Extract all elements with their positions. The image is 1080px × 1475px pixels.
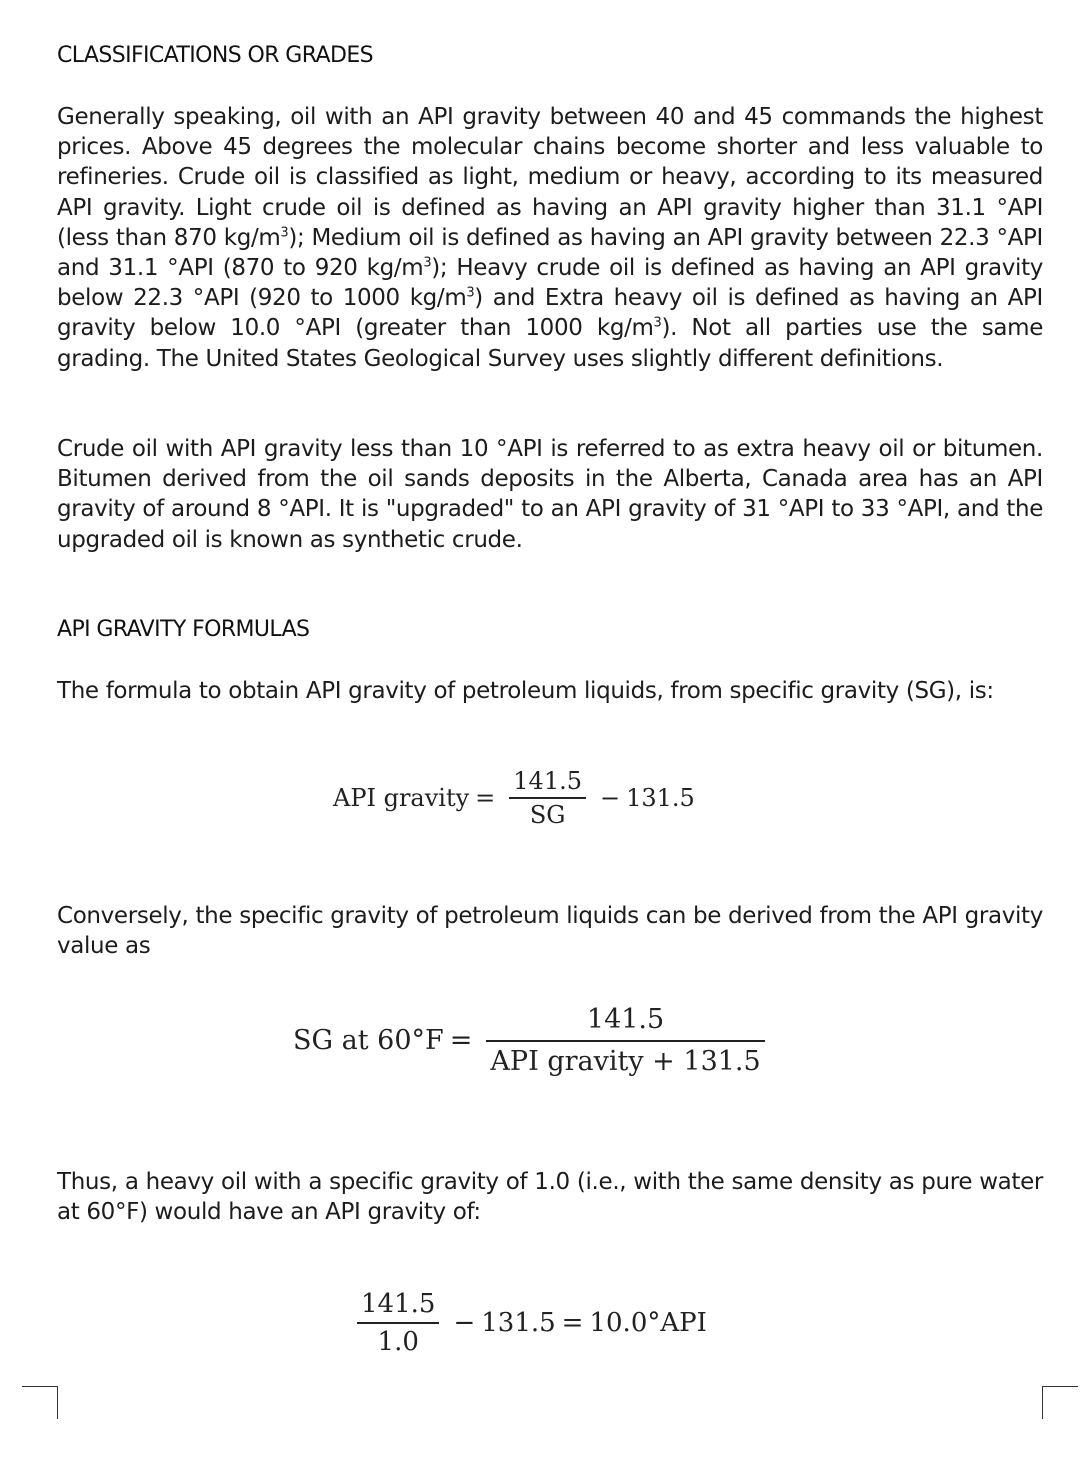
formula1-lhs: API gravity (333, 783, 470, 812)
formula3-numerator: 141.5 (361, 1289, 436, 1319)
formula3-equals: = (561, 1307, 584, 1338)
superscript-cubic: 3 (653, 315, 662, 331)
superscript-cubic: 3 (466, 285, 475, 301)
formula1-equals: = (475, 783, 496, 812)
superscript-cubic: 3 (423, 255, 432, 271)
paragraph-thus: Thus, a heavy oil with a specific gravity of 1.0 (i.e., with the same density as pure water at 60°F) would have an API gravity of: (57, 1169, 1043, 1226)
paragraph-formula-intro: The formula to obtain API gravity of petroleum liquids, from specific gravity (SG), is: (57, 678, 994, 704)
para1-text-4: ) and Extra heavy oil is defined as having an API gravity below 10.0 °API (greater than 1000 kg/m (57, 285, 1043, 342)
formula2-fraction (486, 1000, 764, 1082)
crop-mark-left (22, 1386, 58, 1419)
formula1-denominator: SG (529, 800, 566, 829)
superscript-cubic: 3 (280, 225, 289, 241)
formula2-denominator: API gravity + 131.5 (490, 1045, 761, 1077)
paragraph-converse: Conversely, the specific gravity of petroleum liquids can be derived from the API gravity value as (57, 903, 1043, 960)
crop-mark-right (1042, 1386, 1078, 1419)
formula-specific-gravity (293, 1000, 773, 1082)
para1-text-5: ). Not all parties use the same grading. The United States Geological Survey uses slightly different definitions. (57, 315, 1043, 372)
section-heading-formulas: API GRAVITY FORMULAS (57, 617, 310, 642)
formula2-lhs: SG at 60°F (293, 1025, 444, 1057)
formula2-equals: = (449, 1025, 473, 1057)
formula-example-result (357, 1286, 707, 1360)
paragraph-classifications-2: Crude oil with API gravity less than 10 °API is referred to as extra heavy oil or bitumen. Bitumen derived from the oil sands deposits in the Alberta, Canada area has an API gravity of around 8 °API. It is "upgraded" to an API gravity of 31 °API to 33 °API, and the upgraded oil is known as synthetic crude. (57, 436, 1043, 553)
formula1-minus: − (600, 783, 621, 812)
formula3-fraction (357, 1286, 439, 1360)
formula2-numerator: 141.5 (586, 1004, 665, 1035)
para1-text-1: Generally speaking, oil with an API gravity between 40 and 45 commands the highest prices. Above 45 degrees the molecular chains become shorter and less valuable to refineries. Crude oil is classified as light, medium or heavy, according to its measured API gravity. Light crude oil is defined as having an API gravity higher than 31.1 °API (less than 870 kg/m (57, 104, 1043, 251)
formula1-numerator: 141.5 (513, 767, 582, 795)
formula3-result: 10.0°API (589, 1307, 707, 1338)
para1-text-2: ); Medium oil is defined as having an API gravity between 22.3 °API and 31.1 °API (870 to 920 kg/m (57, 224, 1043, 282)
formula3-constant: 131.5 (481, 1307, 556, 1338)
formula3-minus: − (453, 1307, 476, 1338)
formula-api-gravity (333, 765, 695, 831)
section-heading-classifications: CLASSIFICATIONS OR GRADES (57, 43, 373, 68)
paragraph-classifications-1 (57, 102, 1043, 374)
formula1-fraction (509, 765, 586, 831)
formula3-denominator: 1.0 (377, 1326, 419, 1357)
formula1-constant: 131.5 (626, 783, 695, 812)
para1-text-3: ); Heavy crude oil is defined as having an API gravity below 22.3 °API (920 to 1000 kg/m (57, 255, 1044, 312)
